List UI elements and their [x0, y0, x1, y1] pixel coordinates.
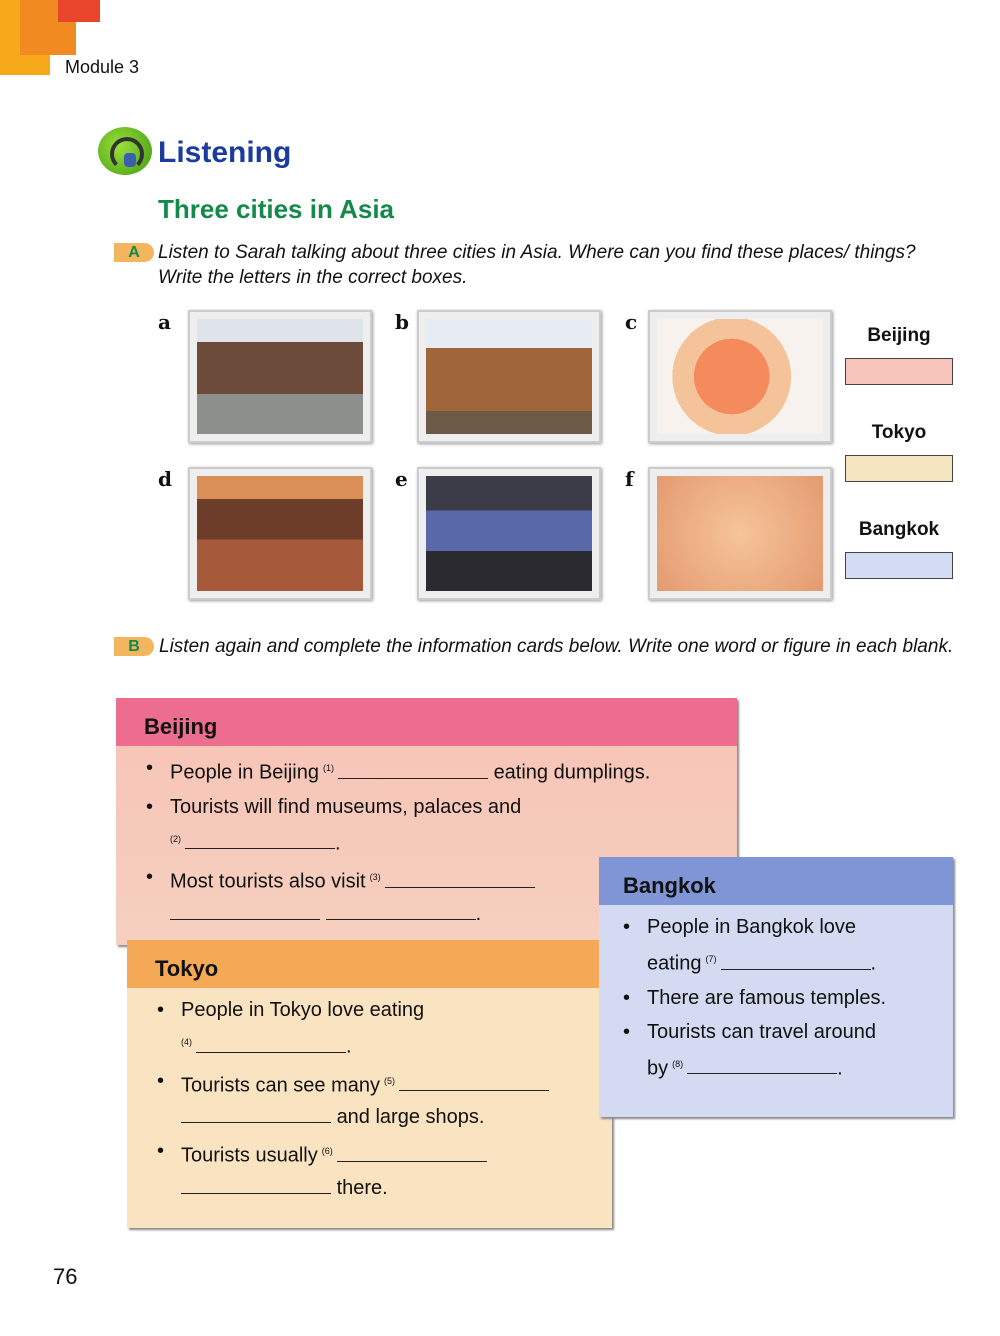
tokyo-card — [127, 940, 612, 1228]
blank-number: (7) — [705, 954, 717, 964]
blank-4[interactable] — [196, 1031, 346, 1053]
photo-f — [648, 467, 832, 600]
answer-box-beijing[interactable] — [845, 358, 953, 385]
photo-letter: c — [625, 310, 638, 334]
beijing-item-3: • Most tourists also visit $^{(3)}$ . — [146, 861, 737, 930]
city-label-tokyo: Tokyo — [871, 422, 927, 443]
text: Tourists will find museums, palaces and — [170, 795, 522, 818]
photo-letter: f — [625, 467, 634, 491]
blank-5[interactable] — [399, 1069, 549, 1091]
part-a-instruction: Listen to Sarah talking about three cities in Asia. Where can you find these places/ things? Write the letters in the correct boxes. — [158, 242, 916, 288]
text: Most tourists also visit — [170, 870, 366, 893]
tokyo-item-2 — [157, 1065, 612, 1134]
section-title: Listening — [158, 136, 292, 169]
beijing-item-2: • Tourists will find museums, palaces and $^{(2)}$ . — [146, 791, 737, 860]
text: People in Bangkok love — [647, 916, 857, 938]
text: There are famous temples. — [647, 986, 886, 1009]
module-label: Module 3 — [65, 57, 140, 77]
part-b-badge: B — [114, 637, 154, 656]
blank-number: (4) — [181, 1037, 192, 1047]
corner-decoration — [58, 0, 100, 22]
blank-number: (5) — [383, 1075, 395, 1086]
card-title: Bangkok — [599, 857, 953, 905]
photo-c — [648, 310, 832, 443]
blank-number: (6) — [321, 1146, 333, 1157]
text: Tourists can see many — [181, 1074, 380, 1097]
part-a-badge: A — [114, 243, 154, 262]
photo-d — [188, 467, 372, 600]
blank-1[interactable] — [338, 757, 488, 779]
photo-letter: a — [158, 310, 171, 334]
photo-a — [188, 310, 372, 443]
photo-b — [417, 310, 601, 443]
blank-3c[interactable] — [326, 898, 476, 920]
bangkok-item-3: • Tourists can travel around by $^{(8)}$ . — [623, 1016, 953, 1085]
blank-5b[interactable] — [181, 1101, 331, 1123]
headphones-icon — [98, 127, 152, 175]
part-b-instruction: Listen again and complete the information cards below. Write one word or figure in each blank. — [159, 636, 954, 657]
photo-e — [417, 467, 601, 600]
text: eating dumplings. — [493, 761, 651, 784]
tokyo-item-3 — [157, 1135, 612, 1204]
text: there. — [336, 1176, 388, 1199]
bangkok-card — [599, 857, 953, 1117]
text: and large shops. — [336, 1106, 485, 1129]
text: by — [647, 1057, 669, 1080]
lesson-subtitle: Three cities in Asia — [158, 194, 395, 224]
text: People in Beijing — [170, 761, 319, 784]
tokyo-item-1: • People in Tokyo love eating $^{(4)}$ . — [157, 994, 612, 1063]
blank-7[interactable] — [721, 948, 871, 970]
beijing-item-1 — [146, 752, 737, 789]
photo-letter: d — [158, 467, 172, 491]
card-title: Beijing — [116, 698, 737, 746]
blank-number: (3) — [369, 872, 381, 883]
text: Tourists can travel around — [647, 1020, 877, 1043]
blank-3b[interactable] — [170, 898, 320, 920]
text: eating — [647, 952, 702, 975]
bangkok-item-1: • People in Bangkok love eating $^{(7)}$ . — [623, 911, 953, 980]
blank-8[interactable] — [687, 1052, 837, 1074]
bangkok-item-2 — [623, 982, 953, 1014]
answer-box-tokyo[interactable] — [845, 455, 953, 482]
answer-box-bangkok[interactable] — [845, 552, 953, 579]
city-label-bangkok: Bangkok — [858, 519, 940, 540]
blank-3[interactable] — [385, 866, 535, 888]
blank-6[interactable] — [337, 1140, 487, 1162]
card-title: Tokyo — [127, 940, 612, 988]
blank-6b[interactable] — [181, 1172, 331, 1194]
photo-letter: b — [395, 310, 409, 334]
blank-number: (1) — [323, 763, 334, 773]
text: Tourists usually — [181, 1144, 318, 1167]
photo-letter: e — [395, 467, 408, 491]
blank-number: (2) — [170, 833, 181, 844]
text: People in Tokyo love eating — [181, 999, 425, 1021]
blank-number: (8) — [672, 1058, 684, 1069]
blank-2[interactable] — [185, 827, 335, 849]
city-label-beijing: Beijing — [867, 325, 931, 346]
page-number: 76 — [53, 1264, 78, 1289]
